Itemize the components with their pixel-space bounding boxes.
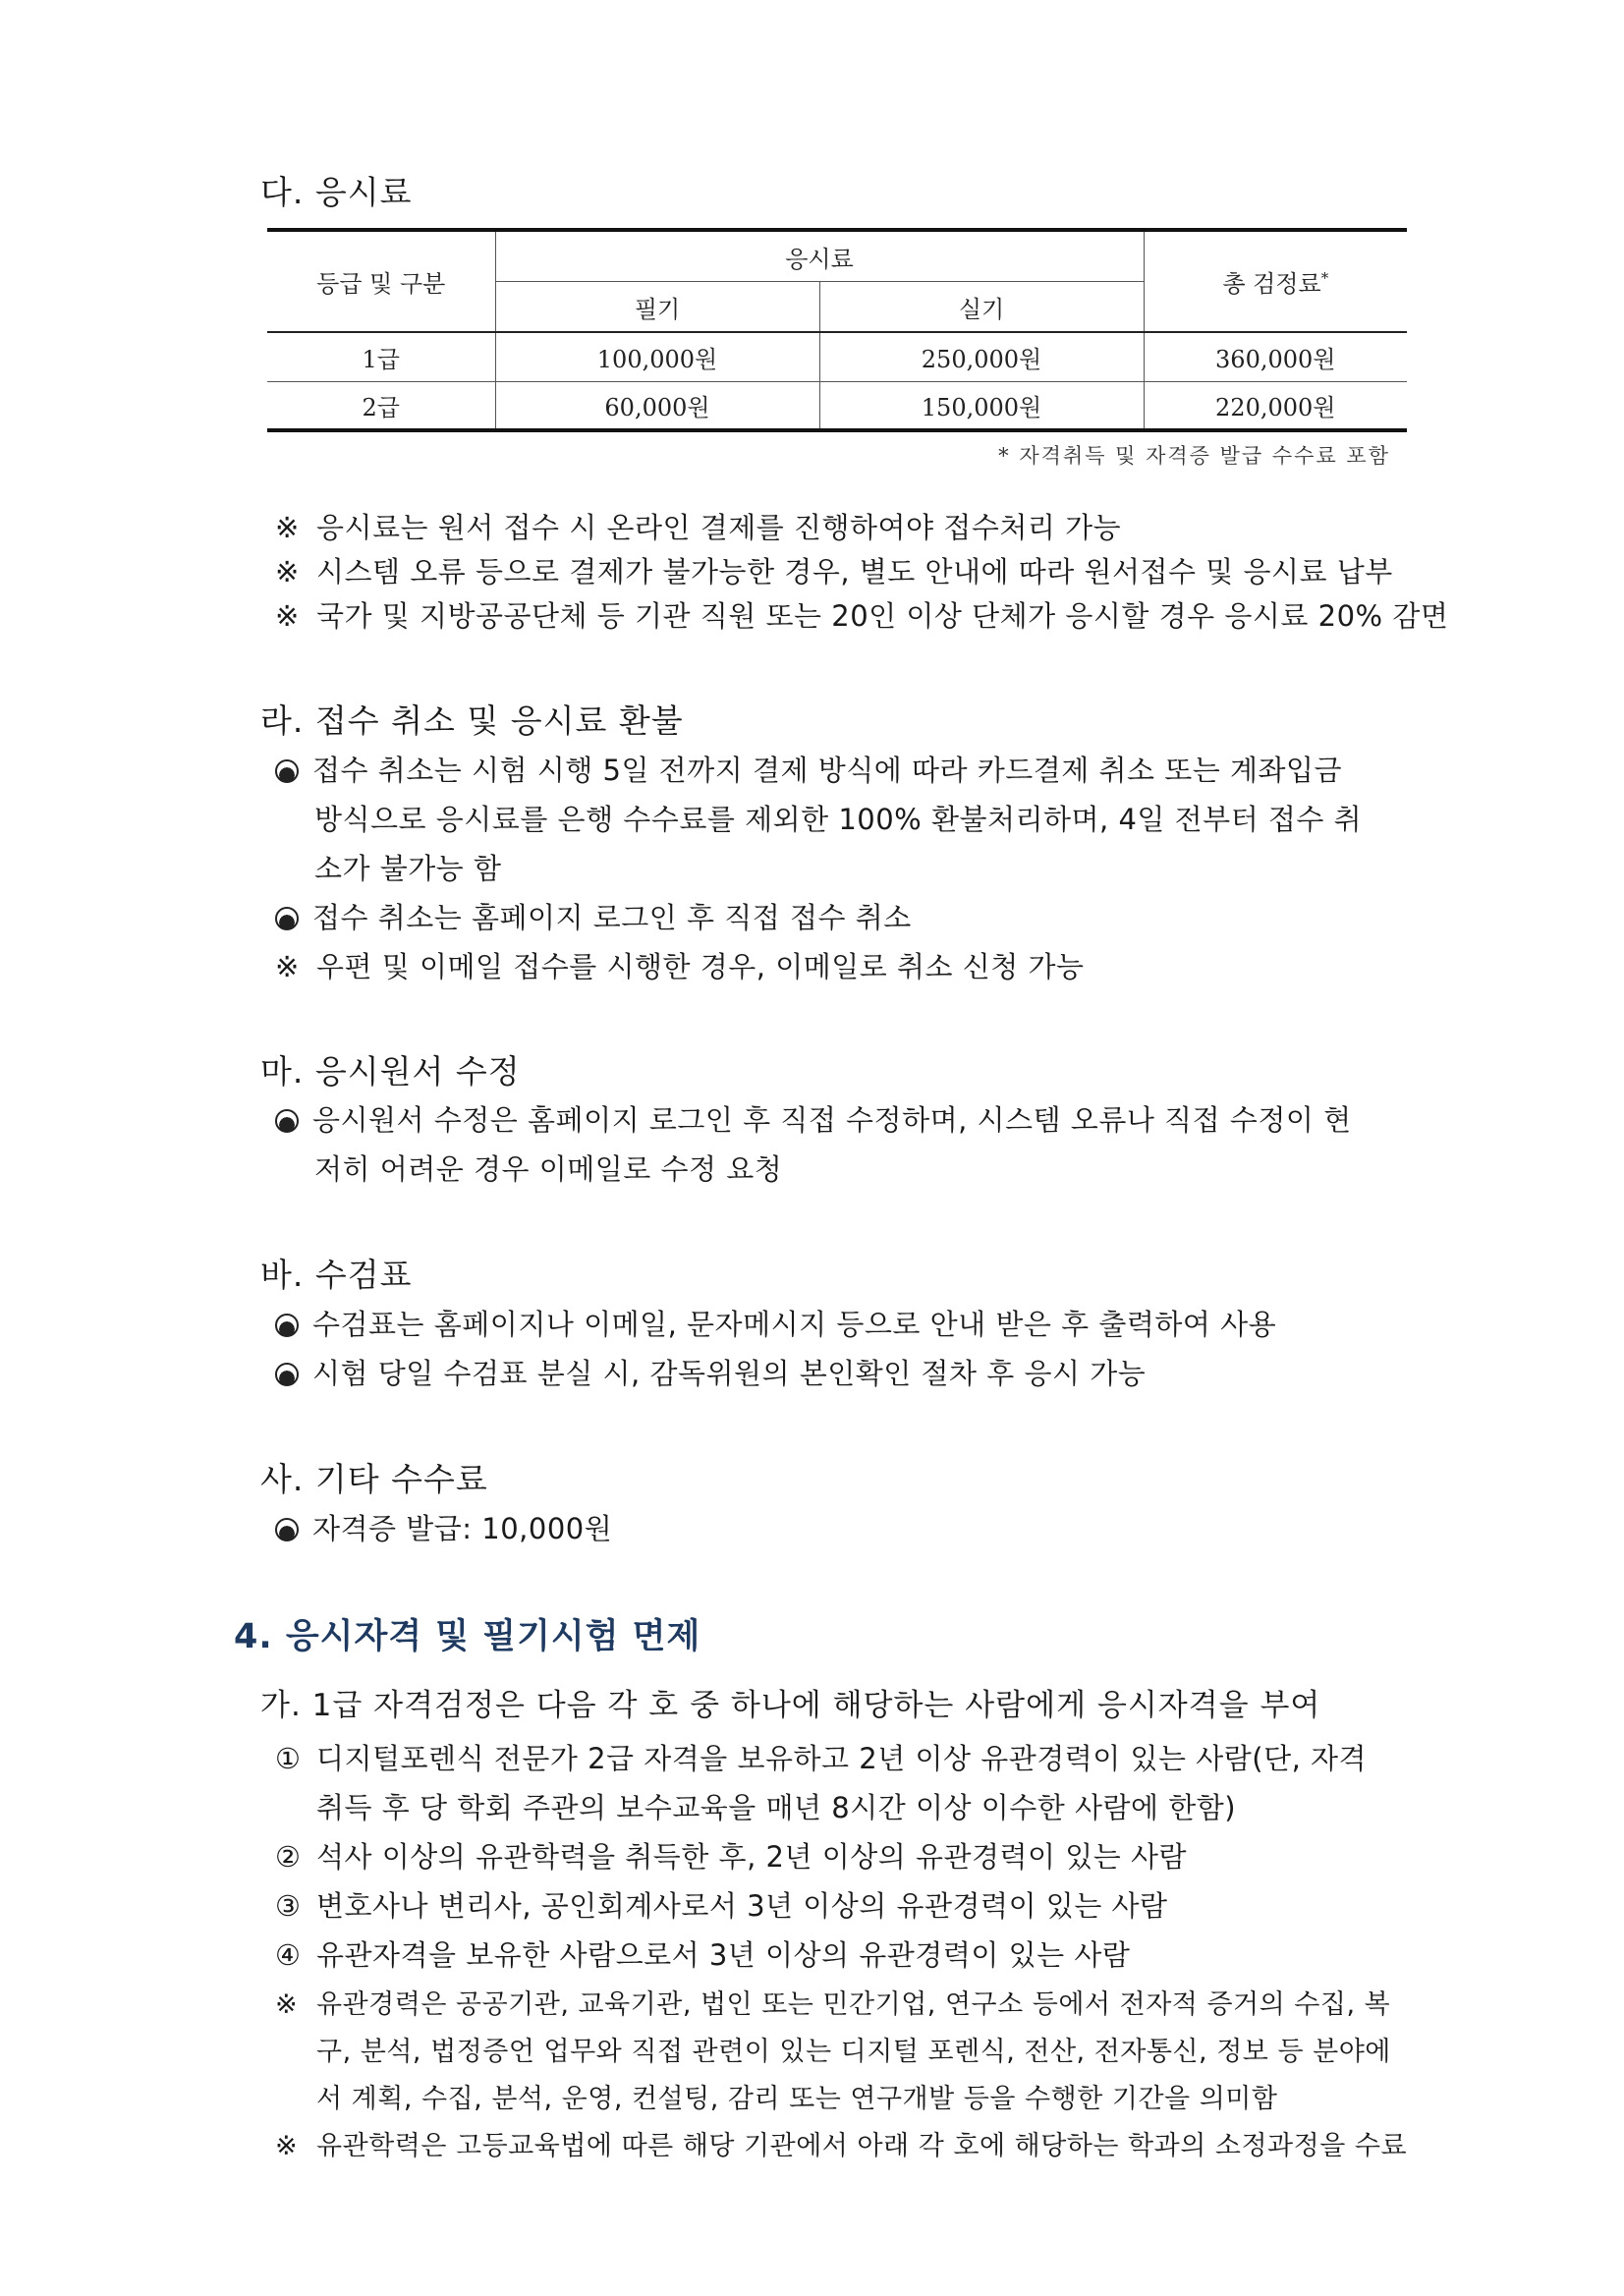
qual-item-3: ③ 변호사나 변리사, 공인회계사로서 3년 이상의 유관경력이 있는 사람 [275, 1889, 1168, 1923]
cell-total: 220,000원 [1144, 381, 1407, 430]
fee-table [267, 228, 1407, 432]
fee-note-1: ※ 응시료는 원서 접수 시 온라인 결제를 진행하여야 접수처리 가능 [275, 511, 1122, 544]
cancel-bullet-1-cont: 소가 불가능 함 [314, 852, 502, 885]
qual-item-2: ② 석사 이상의 유관학력을 취득한 후, 2년 이상의 유관경력이 있는 사람 [275, 1840, 1188, 1874]
header-grade: 등급 및 구분 [267, 230, 495, 332]
edit-bullet-1: 응시원서 수정은 홈페이지 로그인 후 직접 수정하며, 시스템 오류나 직접 수정이 현 [275, 1098, 1352, 1139]
fee-note-2: ※ 시스템 오류 등으로 결제가 불가능한 경우, 별도 안내에 따라 원서접수 및 응시료 납부 [275, 555, 1393, 588]
qual-note-1: ※ 유관경력은 공공기관, 교육기관, 법인 또는 민간기업, 연구소 등에서 전자적 증거의 수집, 복 [275, 1989, 1391, 2020]
bullet-icon [275, 759, 299, 783]
ticket-bullet-2: 시험 당일 수검표 분실 시, 감독위원의 본인확인 절차 후 응시 가능 [275, 1352, 1146, 1392]
table-footnote: * 자격취득 및 자격증 발급 수수료 포함 [998, 444, 1390, 468]
cell-grade: 1급 [267, 332, 495, 381]
bullet-icon [275, 1363, 299, 1386]
section-title-fee: 다. 응시료 [260, 173, 413, 211]
fee-note-3: ※ 국가 및 지방공공단체 등 기관 직원 또는 20인 이상 단체가 응시할 경우 응시료 20% 감면 [275, 599, 1449, 633]
qual-item-4: ④ 유관자격을 보유한 사람으로서 3년 이상의 유관경력이 있는 사람 [275, 1938, 1131, 1972]
cancel-bullet-2: 접수 취소는 홈페이지 로그인 후 직접 접수 취소 [275, 896, 912, 936]
header-practical: 실기 [819, 282, 1144, 333]
section-title-cancel: 라. 접수 취소 및 응시료 환불 [260, 701, 684, 740]
other-bullet-1: 자격증 발급: 10,000원 [275, 1507, 612, 1547]
cell-total: 360,000원 [1144, 332, 1407, 381]
table-row [267, 381, 1407, 430]
qual-note-2: ※ 유관학력은 고등교육법에 따른 해당 기관에서 아래 각 호에 해당하는 학과의 소정과정을 수료 [275, 2131, 1408, 2161]
qual-note-1-cont: 구, 분석, 법정증언 업무와 직접 관련이 있는 디지털 포렌식, 전산, 전자통신, 정보 등 분야에 [316, 2037, 1391, 2067]
edit-bullet-1-cont: 저히 어려운 경우 이메일로 수정 요청 [314, 1152, 783, 1186]
cancel-note: ※ 우편 및 이메일 접수를 시행한 경우, 이메일로 취소 신청 가능 [275, 950, 1085, 983]
cell-written: 60,000원 [495, 381, 819, 430]
cell-practical: 150,000원 [819, 381, 1144, 430]
ticket-bullet-1: 수검표는 홈페이지나 이메일, 문자메시지 등으로 안내 받은 후 출력하여 사용 [275, 1303, 1276, 1343]
section-title-qualification: 가. 1급 자격검정은 다음 각 호 중 하나에 해당하는 사람에게 응시자격을 부여 [260, 1688, 1321, 1723]
section-title-ticket: 바. 수검표 [260, 1256, 413, 1294]
cell-grade: 2급 [267, 381, 495, 430]
qual-item-1-cont: 취득 후 당 학회 주관의 보수교육을 매년 8시간 이상 이수한 사람에 한함) [316, 1791, 1237, 1824]
bullet-icon [275, 1109, 299, 1133]
cell-practical: 250,000원 [819, 332, 1144, 381]
header-written: 필기 [495, 282, 819, 333]
table-row [267, 332, 1407, 381]
cancel-bullet-1: 접수 취소는 시험 시행 5일 전까지 결제 방식에 따라 카드결제 취소 또는 계좌입금 [275, 749, 1342, 789]
header-fee: 응시료 [495, 230, 1144, 282]
qual-item-1: ① 디지털포렌식 전문가 2급 자격을 보유하고 2년 이상 유관경력이 있는 사람(단, 자격 [275, 1742, 1368, 1775]
bullet-icon [275, 907, 299, 930]
chapter-title: 4. 응시자격 및 필기시험 면제 [234, 1617, 701, 1656]
bullet-icon [275, 1518, 299, 1541]
bullet-icon [275, 1314, 299, 1337]
section-title-edit: 마. 응시원서 수정 [260, 1052, 521, 1091]
cell-written: 100,000원 [495, 332, 819, 381]
header-total: 총 검정료* [1144, 230, 1407, 332]
cancel-bullet-1-cont: 방식으로 응시료를 은행 수수료를 제외한 100% 환불처리하며, 4일 전부터 접수 취 [314, 803, 1363, 836]
section-title-other: 사. 기타 수수료 [260, 1460, 488, 1498]
qual-note-1-cont: 서 계획, 수집, 분석, 운영, 컨설팅, 감리 또는 연구개발 등을 수행한 기간을 의미함 [316, 2084, 1278, 2114]
